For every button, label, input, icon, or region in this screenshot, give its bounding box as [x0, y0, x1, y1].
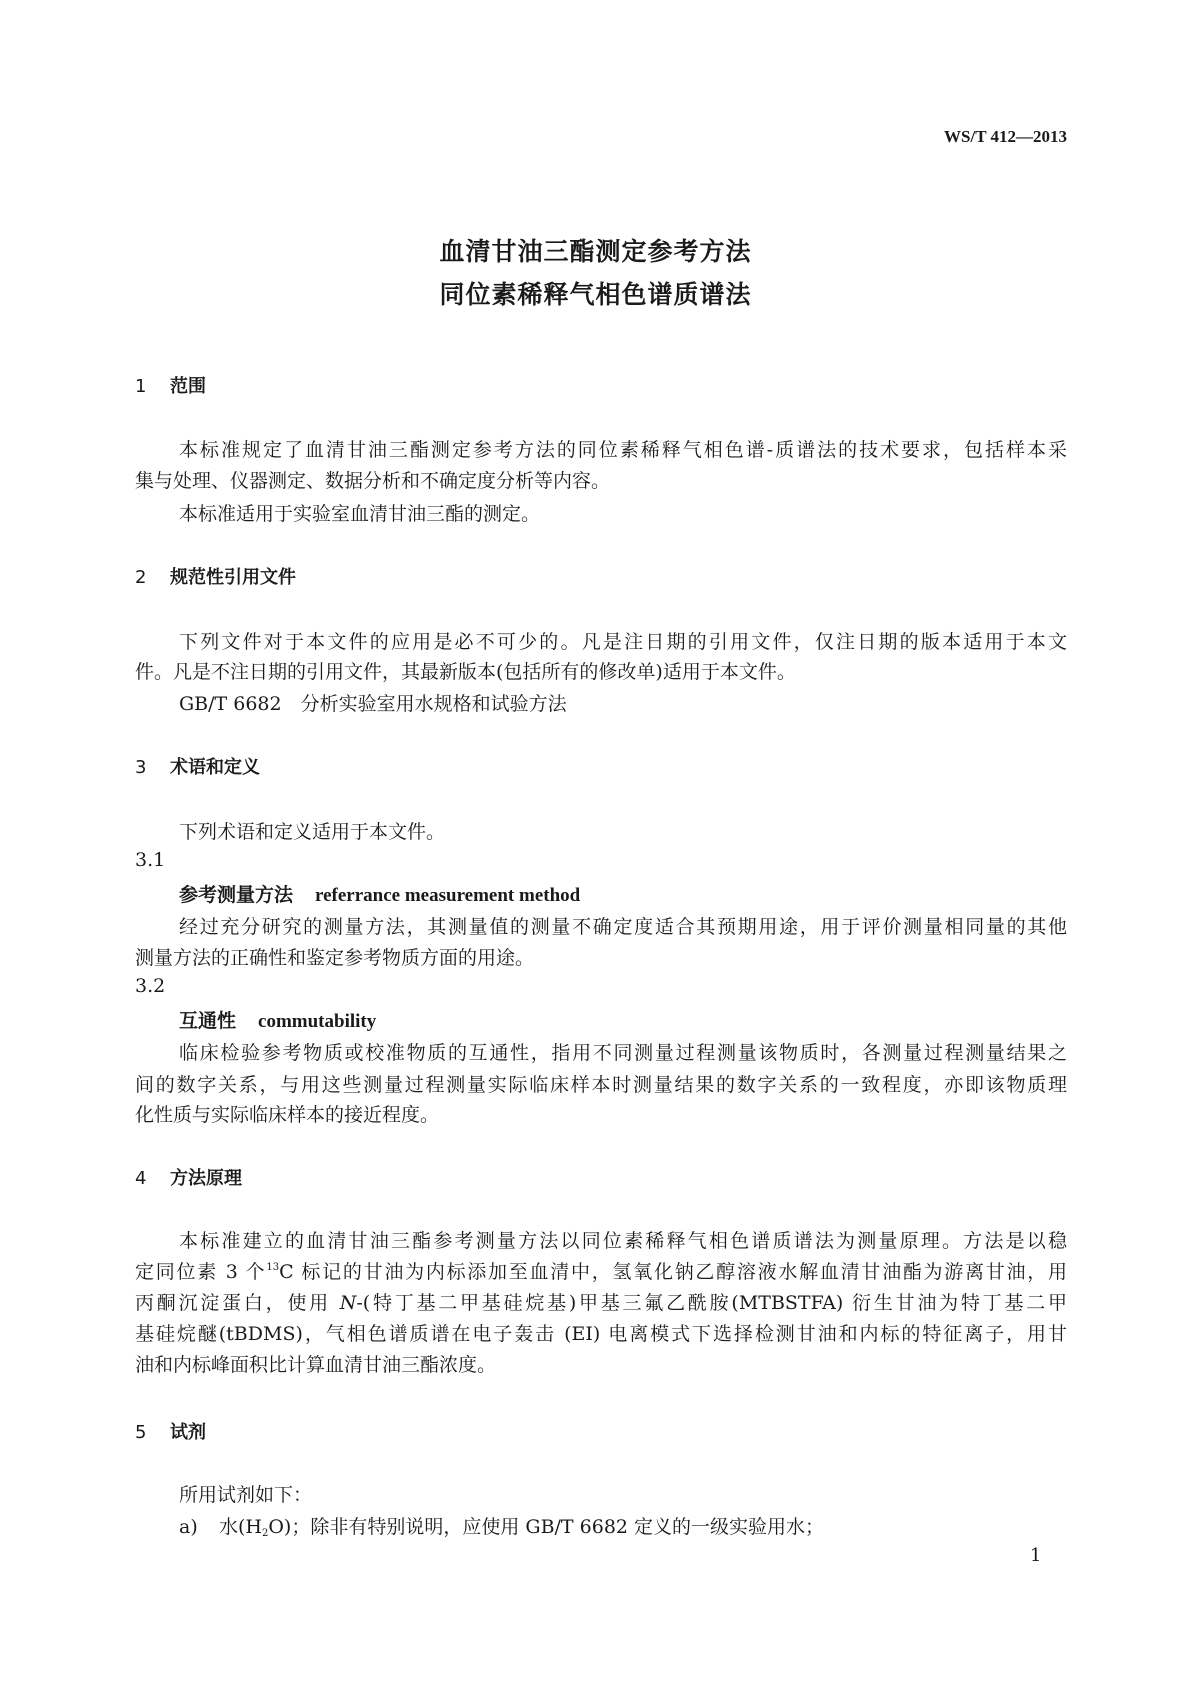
- term-heading: [179, 1006, 376, 1033]
- section-number: 5: [135, 1422, 147, 1443]
- term-zh: 互通性: [179, 1010, 237, 1032]
- document-subtitle: 同位素稀释气相色谱质谱法: [439, 280, 752, 309]
- term-en: referrance measurement method: [315, 885, 581, 906]
- text: C 标记的甘油为内标添加至血清中，氢氧化钠乙醇溶液水解血清甘油酯为游离甘油，用: [279, 1261, 1067, 1283]
- document-title: 血清甘油三酯测定参考方法: [439, 237, 752, 266]
- term-zh: 参考测量方法: [179, 884, 294, 906]
- term-en: commutability: [258, 1011, 377, 1032]
- section-heading-5: [135, 1418, 206, 1444]
- page-number: 1: [1030, 1545, 1042, 1566]
- text: O)；除非有特别说明，应使用 GB/T 6682 定义的一级实验用水；: [268, 1516, 825, 1538]
- term-number: 3.2: [135, 975, 166, 997]
- paragraph-line: 件。凡是不注日期的引用文件，其最新版本(包括所有的修改单)适用于本文件。: [135, 661, 796, 683]
- standard-number: WS/T 412—2013: [944, 127, 1067, 146]
- paragraph-line: 间的数字关系，与用这些测量过程测量实际临床样本时测量结果的数字关系的一致程度，亦即该物质理: [135, 1074, 1067, 1096]
- text: 丙酮沉淀蛋白，使用: [135, 1292, 340, 1314]
- reference-item: GB/T 6682 分析实验室用水规格和试验方法: [179, 693, 567, 715]
- paragraph-line: 临床检验参考物质或校准物质的互通性，指用不同测量过程测量该物质时，各测量过程测量结果之: [179, 1042, 1067, 1064]
- paragraph-line: 所用试剂如下：: [179, 1484, 313, 1506]
- section-heading-1: [135, 372, 206, 398]
- section-number: 4: [135, 1168, 147, 1189]
- section-title: 试剂: [170, 1422, 206, 1443]
- paragraph-line: 测量方法的正确性和鉴定参考物质方面的用途。: [135, 947, 535, 969]
- paragraph-line: 本标准适用于实验室血清甘油三酯的测定。: [179, 503, 541, 525]
- section-heading-2: [135, 563, 296, 589]
- paragraph-line: 化性质与实际临床样本的接近程度。: [135, 1104, 440, 1126]
- section-heading-4: [135, 1164, 242, 1190]
- section-title: 术语和定义: [170, 757, 260, 778]
- section-title: 范围: [170, 376, 206, 397]
- paragraph-line: 本标准规定了血清甘油三酯测定参考方法的同位素稀释气相色谱-质谱法的技术要求，包括样本采: [179, 439, 1067, 461]
- section-title: 规范性引用文件: [170, 567, 296, 588]
- section-heading-3: [135, 753, 260, 779]
- paragraph-line: 下列术语和定义适用于本文件。: [179, 821, 446, 843]
- paragraph-line: [135, 1288, 1067, 1315]
- text: 水(H: [219, 1516, 262, 1538]
- paragraph-line: 经过充分研究的测量方法，其测量值的测量不确定度适合其预期用途，用于评价测量相同量的其他: [179, 916, 1067, 938]
- list-label: a): [179, 1516, 198, 1538]
- paragraph-line: 集与处理、仪器测定、数据分析和不确定度分析等内容。: [135, 470, 611, 492]
- term-heading: [179, 880, 580, 907]
- paragraph-line: 基硅烷醚(tBDMS)，气相色谱质谱在电子轰击 (EI) 电离模式下选择检测甘油和内标的特征离子，用甘: [135, 1323, 1067, 1345]
- superscript: 13: [266, 1262, 280, 1273]
- text: -(特丁基二甲基硅烷基)甲基三氟乙酰胺(MTBSTFA) 衍生甘油为特丁基二甲: [356, 1292, 1067, 1314]
- section-number: 2: [135, 567, 147, 588]
- section-number: 1: [135, 376, 147, 397]
- section-title: 方法原理: [170, 1168, 242, 1189]
- italic-text: N: [339, 1292, 357, 1314]
- paragraph-line: 油和内标峰面积比计算血清甘油三酯浓度。: [135, 1354, 497, 1376]
- subscript: 2: [261, 1528, 269, 1539]
- term-number: 3.1: [135, 849, 166, 871]
- list-item: [179, 1512, 1067, 1539]
- paragraph-line: 下列文件对于本文件的应用是必不可少的。凡是注日期的引用文件，仅注日期的版本适用于本文: [179, 631, 1067, 653]
- text: 定同位素 3 个: [135, 1261, 267, 1283]
- section-number: 3: [135, 757, 147, 778]
- paragraph-line: [135, 1257, 1067, 1284]
- paragraph-line: 本标准建立的血清甘油三酯参考测量方法以同位素稀释气相色谱质谱法为测量原理。方法是以稳: [179, 1230, 1067, 1252]
